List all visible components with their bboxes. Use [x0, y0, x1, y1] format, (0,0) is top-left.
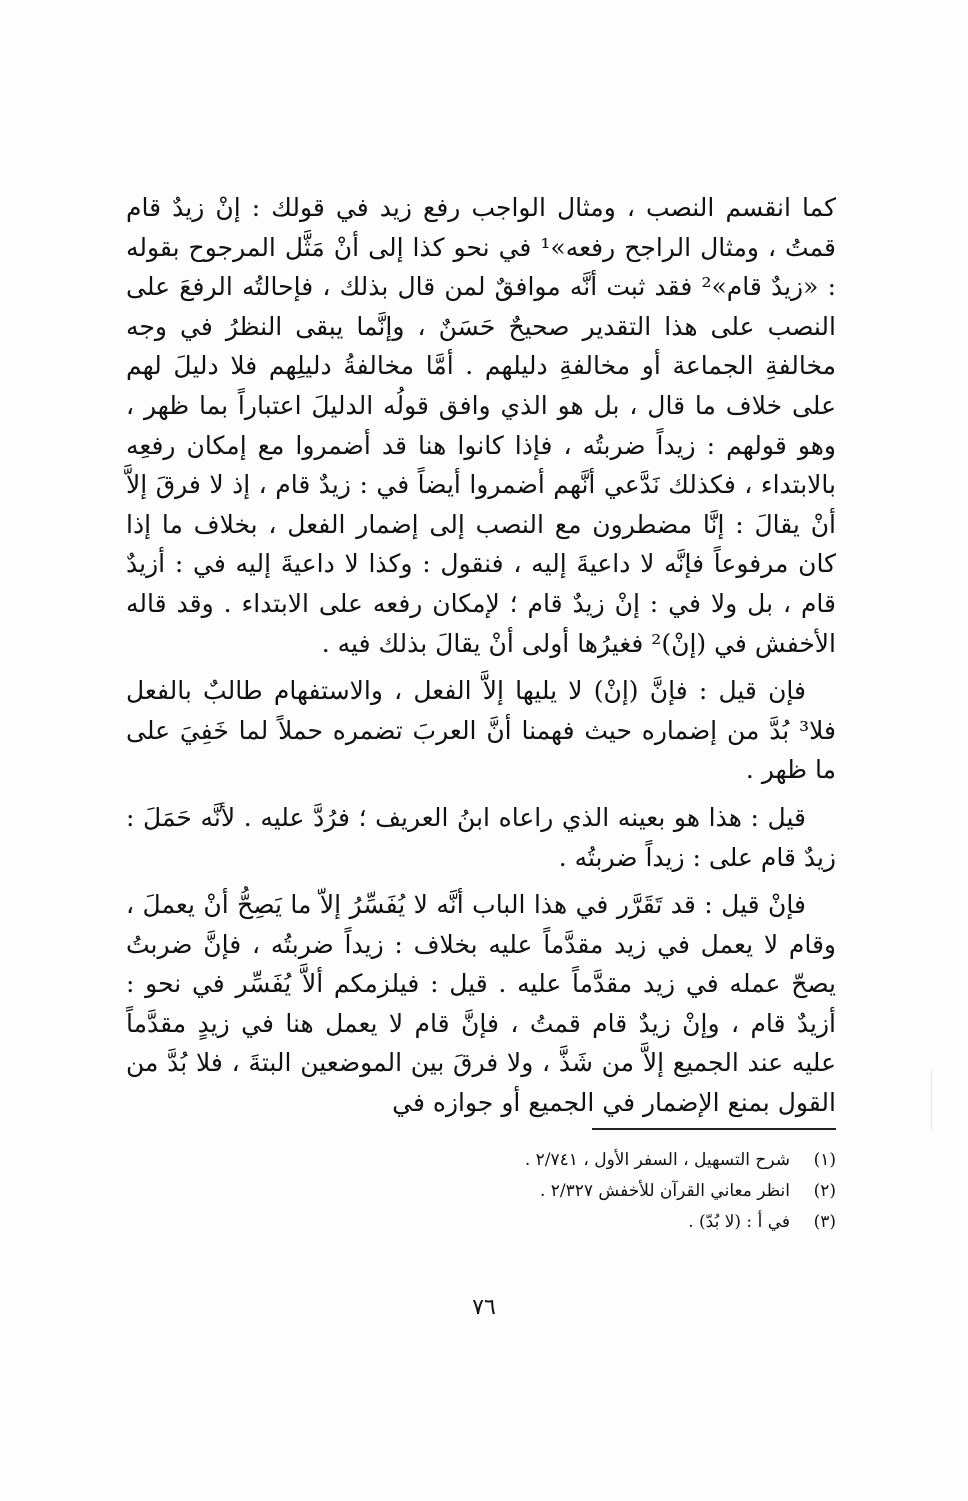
scan-edge-mark: [931, 1070, 932, 1130]
footnote-text: انظر معاني القرآن للأخفش ٢/٣٢٧ .: [539, 1181, 790, 1201]
paragraph-1: كما انقسم النصب ، ومثال الواجب رفع زيد في قولك : إنْ زيدٌ قام قمتُ ، ومثال الراجح رفعه»¹ في نحو كذا إلى أنْ مَثَّل المرجوح بقوله : «زيدٌ قام»² فقد ثبت أنَّه موافقٌ لمن قال بذلك ، فإحالتُه الرفعَ على النصب على هذا التقدير صحيحٌ حَسَنٌ ، وإنَّما يبقى النظرُ في وجه مخالفةِ الجماعة أو مخالفةِ دليلهم . أمَّا مخالفةُ دليلِهم فلا دليلَ لهم على خلاف ما قال ، بل هو الذي وافق قولُه الدليلَ اعتباراً بما ظهر ، وهو قولهم : زيداً ضربتُه ، فإذا كانوا هنا قد أضمروا مع إمكان رفعِه بالابتداء ، فكذلك نَدَّعي أنَّهم أضمروا أيضاً في : زيدٌ قام ، إذ لا فرقَ إلاَّ أنْ يقالَ : إنَّا مضطرون مع النصب إلى إضمار الفعل ، بخلاف ما إذا كان مرفوعاً فإنَّه لا داعيةَ إليه ، فنقول : وكذا لا داعيةَ إليه في : أزيدٌ قام ، بل ولا في : إنْ زيدٌ قام ؛ لإمكان رفعه على الابتداء . وقد قاله الأخفش في (إنْ)² فغيرُها أولى أنْ يقالَ بذلك فيه .: [126, 193, 837, 658]
paragraph-4: فإنْ قيل : قد تَقَرَّر في هذا الباب أنَّه لا يُفَسِّرُ إلاّ ما يَصِحُّ أنْ يعملَ ، وقام لا يعمل في زيد مقدَّماً عليه بخلاف : زيداً ضربتُه ، فإنَّ ضربتُ يصحّ عمله في زيد مقدَّماً عليه . قيل : فيلزمكم ألاَّ يُفَسِّر في نحو : أزيدٌ قام ، وإنْ زيدٌ قام قمتُ ، فإنَّ قام لا يعمل هنا في زيدٍ مقدَّماً عليه عند الجميع إلاَّ من شَذَّ ، ولا فرقَ بين الموضعين البتةَ ، فلا بُدَّ من القول بمنع الإضمار في الجميع أو جوازه في: [126, 890, 836, 1118]
footnote-1: [400, 1145, 836, 1176]
main-text: [126, 188, 836, 1131]
footnote-number: (٢): [813, 1181, 836, 1201]
footnote-3: [400, 1207, 836, 1238]
footnote-text: في أ : (لا بُدّ) .: [688, 1212, 790, 1232]
footnote-text: شرح التسهيل ، السفر الأول ، ٢/٧٤١ .: [524, 1150, 790, 1170]
footnote-2: [400, 1176, 836, 1207]
footnote-number: (٣): [813, 1212, 836, 1232]
paragraph-3: قيل : هذا هو بعينه الذي راعاه ابنُ العريف ؛ فرُدَّ عليه . لأنَّه حَمَلَ : زيدٌ قام على : زيداً ضربتُه .: [126, 802, 836, 872]
paragraph-2: فإن قيل : فإنَّ (إنْ) لا يليها إلاَّ الفعل ، والاستفهام طالبٌ بالفعل فلا³ بُدَّ من إضماره حيث فهمنا أنَّ العربَ تضمره حملاً لما خَفِيَ على ما ظهر .: [126, 676, 836, 785]
footnote-number: (١): [813, 1150, 836, 1170]
page-number: ٧٦: [472, 1295, 496, 1320]
footnotes: [400, 1145, 836, 1238]
footnote-separator: [592, 1128, 836, 1130]
